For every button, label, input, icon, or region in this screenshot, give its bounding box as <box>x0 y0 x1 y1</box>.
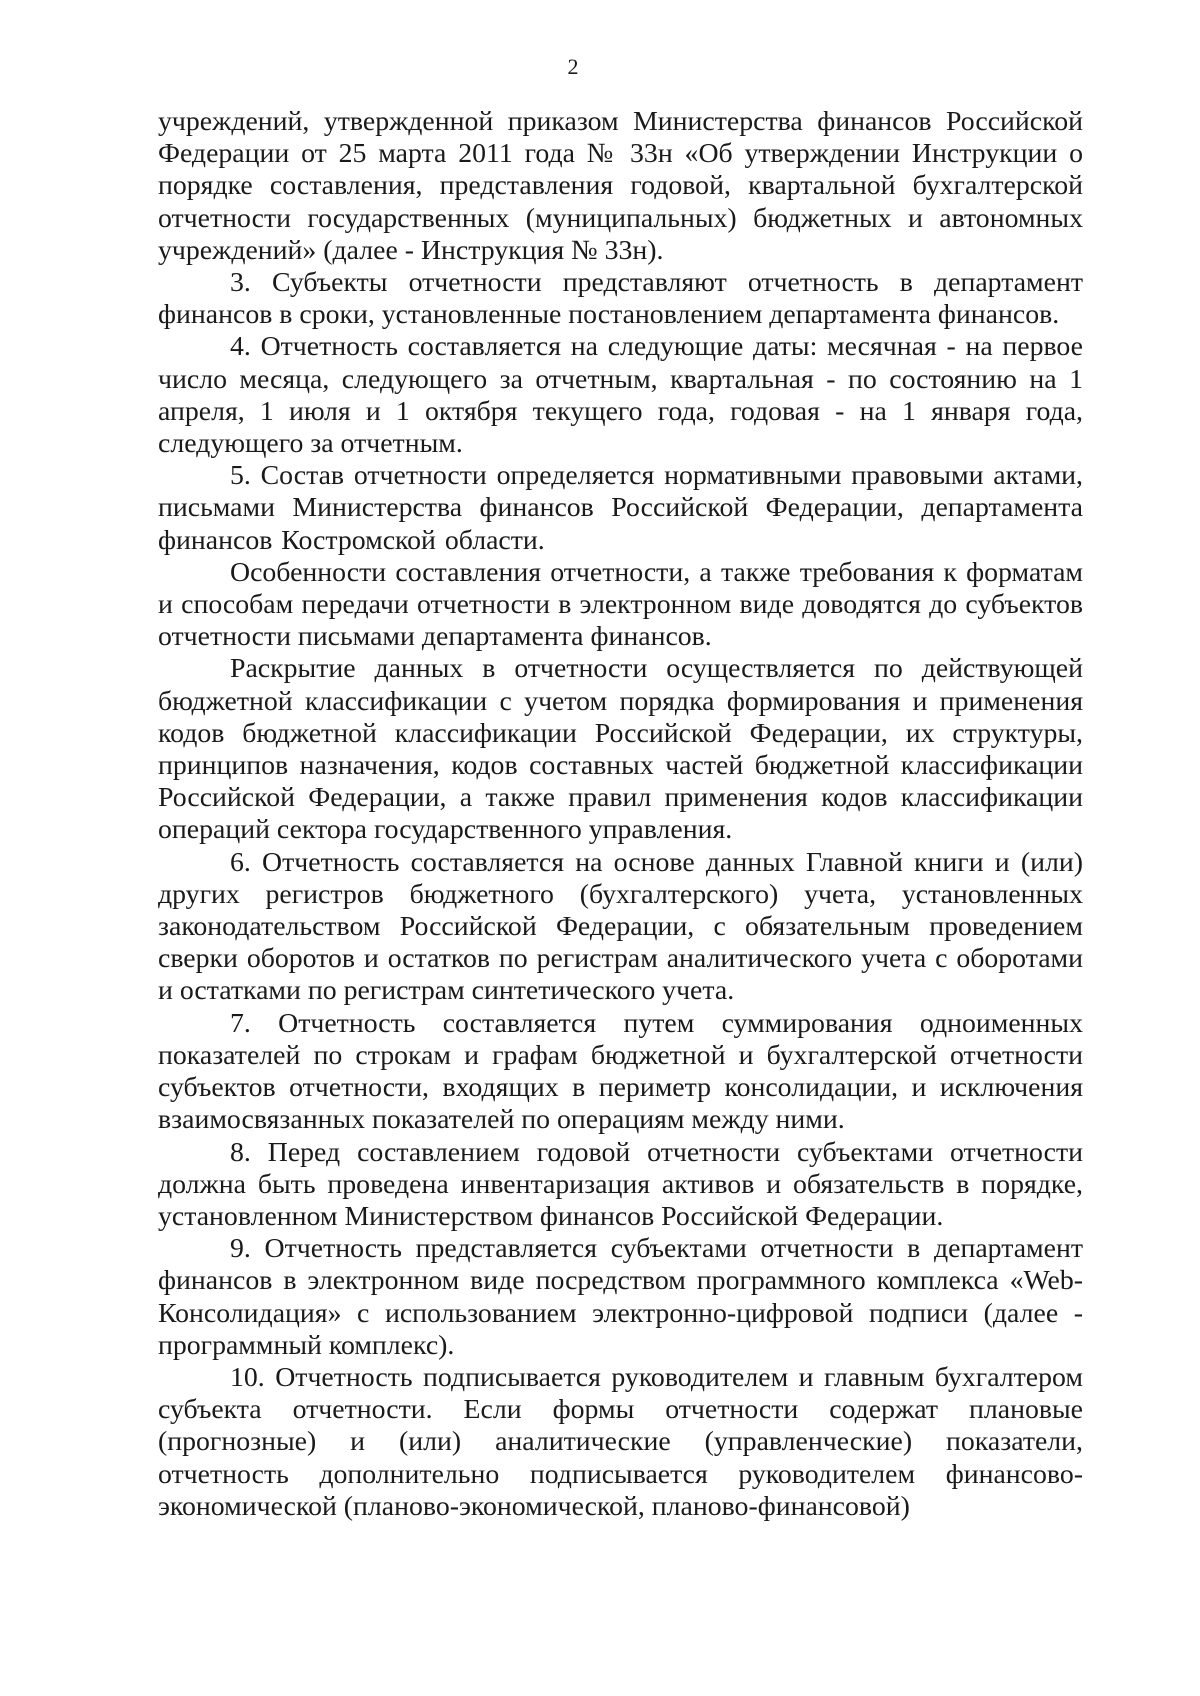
paragraph-reporting-features: Особенности составления отчетности, а также требования к форматам и способам передачи отчетности в электронном виде доводятся до субъектов отчетности письмами департамента финансов. <box>158 556 1083 653</box>
paragraph-item-5: 5. Состав отчетности определяется нормативными правовыми актами, письмами Министерства финансов Российской Федерации, департамента финансов Костромской области. <box>158 460 1083 556</box>
page-number: 2 <box>567 54 579 79</box>
paragraph-data-disclosure: Раскрытие данных в отчетности осуществляется по действующей бюджетной классификации с учетом порядка формирования и применения кодов бюджетной классификации Российской Федерации, их структуры, принципов назначения, кодов составных частей бюджетной классификации Российской Федерации, а также правил применения кодов классификации операций сектора государственного управления. <box>158 653 1083 846</box>
paragraph-item-7: 7. Отчетность составляется путем суммирования одноименных показателей по строкам и графам бюджетной и бухгалтерской отчетности субъектов отчетности, входящих в периметр консолидации, и исключения взаимосвязанных показателей по операциям между ними. <box>158 1007 1083 1136</box>
paragraph-item-10: 10. Отчетность подписывается руководителем и главным бухгалтером субъекта отчетности. Если формы отчетности содержат плановые (прогнозные) и (или) аналитические (управленческие) показатели, отчетность дополнительно подписывается руководителем финансово-экономической (планово-экономической, планово-финансовой) <box>158 1361 1083 1522</box>
paragraph-item-4: 4. Отчетность составляется на следующие даты: месячная - на первое число месяца, следующего за отчетным, квартальная - по состоянию на 1 апреля, 1 июля и 1 октября текущего года, годовая - на 1 января года, следующего за отчетным. <box>158 331 1083 460</box>
paragraph-item-8: 8. Перед составлением годовой отчетности субъектами отчетности должна быть проведена инвентаризация активов и обязательств в порядке, установленном Министерством финансов Российской Федерации. <box>158 1136 1083 1232</box>
paragraph-item-3: 3. Субъекты отчетности представляют отчетность в департамент финансов в сроки, установленные постановлением департамента финансов. <box>158 267 1083 331</box>
paragraph-continuation: учреждений, утвержденной приказом Министерства финансов Российской Федерации от 25 марта 2011 года № 33н «Об утверждении Инструкции о порядке составления, представления годовой, квартальной бухгалтерской отчетности государственных (муниципальных) бюджетных и автономных учреждений» (далее - Инструкция № 33н). <box>158 106 1083 266</box>
paragraph-item-6: 6. Отчетность составляется на основе данных Главной книги и (или) других регистров бюджетного (бухгалтерского) учета, установленных законодательством Российской Федерации, с обязательным проведением сверки оборотов и остатков по регистрам аналитического учета с оборотами и остатками по регистрам синтетического учета. <box>158 846 1083 1007</box>
paragraph-item-9: 9. Отчетность представляется субъектами отчетности в департамент финансов в электронном виде посредством программного комплекса «Web-Консолидация» с использованием электронно-цифровой подписи (далее - программный комплекс). <box>158 1233 1083 1361</box>
document-body <box>158 106 1083 1523</box>
